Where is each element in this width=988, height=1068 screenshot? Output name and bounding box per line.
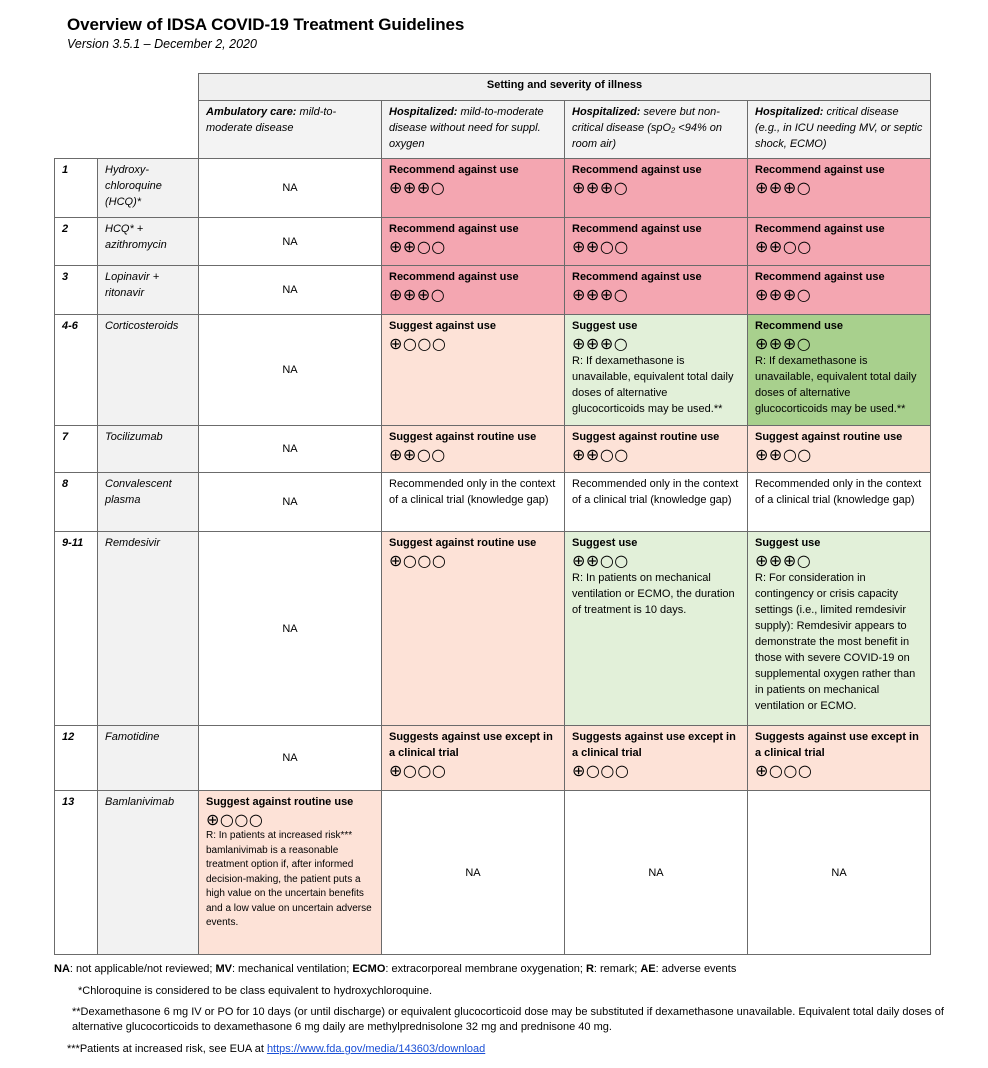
row-number: 8 <box>55 473 98 532</box>
table-row <box>55 266 931 315</box>
certainty-rating: ⊕⊕○○ <box>572 551 629 570</box>
drug-name: Remdesivir <box>98 532 199 726</box>
remark-text: R: If dexamethasone is unavailable, equivalent total daily doses of alternative glucocorticoids may be used.** <box>755 355 917 415</box>
certainty-rating: ⊕⊕○○ <box>389 237 446 256</box>
drug-name: Hydroxy-chloroquine (HCQ)* <box>98 159 199 218</box>
row-number: 2 <box>55 218 98 266</box>
drug-name: Convalescent plasma <box>98 473 199 532</box>
recommendation-cell: Recommend against use ⊕⊕○○ <box>382 218 565 266</box>
footnote-chloroquine: *Chloroquine is considered to be class equivalent to hydroxychloroquine. <box>78 985 433 997</box>
certainty-rating: ⊕⊕⊕○ <box>572 178 629 197</box>
table-row <box>55 532 931 726</box>
column-header-hosp-severe: Hospitalized: severe but non-critical disease (spO₂ <94% on room air) <box>565 101 748 159</box>
recommendation-cell: Suggest use ⊕⊕○○ R: In patients on mechanical ventilation or ECMO, the duration of treatment is 10 days. <box>565 532 748 726</box>
recommendation-cell: Suggest against routine use ⊕⊕○○ <box>748 426 931 473</box>
recommendation-cell: Recommend against use ⊕⊕⊕○ <box>382 266 565 315</box>
drug-name: Bamlanivimab <box>98 791 199 955</box>
table-row <box>55 159 931 218</box>
drug-name: Corticosteroids <box>98 315 199 426</box>
na-cell: NA <box>565 791 748 955</box>
table-row <box>55 218 931 266</box>
recommendation-cell: Suggest against use ⊕○○○ <box>382 315 565 426</box>
row-number: 4-6 <box>55 315 98 426</box>
certainty-rating: ⊕⊕○○ <box>755 237 812 256</box>
column-header-hosp-mild: Hospitalized: mild-to-moderate disease without need for suppl. oxygen <box>382 101 565 159</box>
recommendation-cell: Recommend use ⊕⊕⊕○ R: If dexamethasone is unavailable, equivalent total daily doses of alternative glucocorticoids may be used.** <box>748 315 931 426</box>
na-cell: NA <box>199 532 382 726</box>
recommendation-cell: Recommended only in the context of a clinical trial (knowledge gap) <box>748 473 931 532</box>
recommendation-cell: Suggest against routine use ⊕⊕○○ <box>565 426 748 473</box>
row-number: 12 <box>55 726 98 791</box>
certainty-rating: ⊕⊕○○ <box>572 445 629 464</box>
recommendation-cell: Suggest use ⊕⊕⊕○ R: For consideration in contingency or crisis capacity settings (i.e., limited remdesivir supply): Remdesivir appears to demonstrate the most benefit in those with severe COVID-19 on supplemental oxygen rather than in patients on mechanical ventilation or ECMO. <box>748 532 931 726</box>
recommendation-cell: Recommend against use ⊕⊕○○ <box>748 218 931 266</box>
table-row <box>55 426 931 473</box>
recommendation-cell: Suggests against use except in a clinical trial ⊕○○○ <box>382 726 565 791</box>
guidelines-table <box>54 73 931 955</box>
na-cell: NA <box>199 426 382 473</box>
na-cell: NA <box>382 791 565 955</box>
table-row <box>55 315 931 426</box>
certainty-rating: ⊕⊕⊕○ <box>755 334 812 353</box>
row-number: 9-11 <box>55 532 98 726</box>
na-cell: NA <box>199 473 382 532</box>
eua-link[interactable]: https://www.fda.gov/media/143603/download <box>266 1043 486 1055</box>
recommendation-cell: Recommend against use ⊕⊕⊕○ <box>565 266 748 315</box>
abbreviations-footnote: NA: not applicable/not reviewed; MV: mechanical ventilation; ECMO: extracorporeal membrane oxygenation; R: remark; AE: adverse events <box>54 963 737 975</box>
certainty-rating: ⊕○○○ <box>755 761 813 780</box>
recommendation-cell: Recommend against use ⊕⊕⊕○ <box>565 159 748 218</box>
certainty-rating: ⊕○○○ <box>572 761 630 780</box>
column-header-hosp-critical: Hospitalized: critical disease (e.g., in ICU needing MV, or septic shock, ECMO) <box>748 101 931 159</box>
certainty-rating: ⊕⊕○○ <box>572 237 629 256</box>
recommendation-cell: Recommended only in the context of a clinical trial (knowledge gap) <box>565 473 748 532</box>
drug-name: HCQ* + azithromycin <box>98 218 199 266</box>
drug-name: Lopinavir + ritonavir <box>98 266 199 315</box>
certainty-rating: ⊕⊕⊕○ <box>572 285 629 304</box>
row-number: 1 <box>55 159 98 218</box>
certainty-rating: ⊕⊕⊕○ <box>389 178 446 197</box>
certainty-rating: ⊕○○○ <box>389 761 447 780</box>
recommendation-cell: Recommend against use ⊕⊕○○ <box>565 218 748 266</box>
na-cell: NA <box>199 726 382 791</box>
na-cell: NA <box>199 159 382 218</box>
na-cell: NA <box>199 218 382 266</box>
footnote-eua: ***Patients at increased risk, see EUA at https://www.fda.gov/media/143603/download <box>67 1043 486 1055</box>
certainty-rating: ⊕⊕○○ <box>755 445 812 464</box>
certainty-rating: ⊕○○○ <box>206 810 264 829</box>
row-number: 13 <box>55 791 98 955</box>
na-cell: NA <box>748 791 931 955</box>
certainty-rating: ⊕⊕⊕○ <box>755 551 812 570</box>
certainty-rating: ⊕⊕⊕○ <box>389 285 446 304</box>
recommendation-cell: Suggests against use except in a clinical trial ⊕○○○ <box>748 726 931 791</box>
certainty-rating: ⊕⊕⊕○ <box>755 285 812 304</box>
setting-header: Setting and severity of illness <box>199 74 931 101</box>
remark-text: R: In patients on mechanical ventilation or ECMO, the duration of treatment is 10 days. <box>572 572 735 616</box>
drug-name: Tocilizumab <box>98 426 199 473</box>
certainty-rating: ⊕○○○ <box>389 334 447 353</box>
na-cell: NA <box>199 315 382 426</box>
recommendation-cell: Suggest against routine use ⊕⊕○○ <box>382 426 565 473</box>
row-number: 3 <box>55 266 98 315</box>
na-cell: NA <box>199 266 382 315</box>
recommendation-cell: Suggest use ⊕⊕⊕○ R: If dexamethasone is unavailable, equivalent total daily doses of alternative glucocorticoids may be used.** <box>565 315 748 426</box>
recommendation-cell: Recommend against use ⊕⊕⊕○ <box>748 159 931 218</box>
recommendation-cell: Recommend against use ⊕⊕⊕○ <box>748 266 931 315</box>
footnote-dexamethasone: **Dexamethasone 6 mg IV or PO for 10 days (or until discharge) or equivalent glucocorticoid dose may be substituted if dexamethasone unavailable. Equivalent total daily doses of alternative glucocorticoids to dexamethasone 6 mg daily are methylprednisolone 32 mg and prednisone 40 mg. <box>72 1006 944 1033</box>
table-row <box>55 726 931 791</box>
certainty-rating: ⊕⊕⊕○ <box>572 334 629 353</box>
recommendation-cell: Suggest against routine use ⊕○○○ R: In patients at increased risk*** bamlanivimab is a reasonable treatment option if, after informed decision-making, the patient puts a high value on the uncertain benefits and a low value on uncertain adverse events. <box>199 791 382 955</box>
recommendation-cell: Suggests against use except in a clinical trial ⊕○○○ <box>565 726 748 791</box>
certainty-rating: ⊕○○○ <box>389 551 447 570</box>
recommendation-cell: Suggest against routine use ⊕○○○ <box>382 532 565 726</box>
remark-text: R: If dexamethasone is unavailable, equivalent total daily doses of alternative glucocorticoids may be used.** <box>572 355 734 415</box>
remark-text: R: In patients at increased risk*** bamlanivimab is a reasonable treatment option if, after informed decision-making, the patient puts a high value on the uncertain benefits and a low value on uncertain adverse events. <box>206 830 372 928</box>
certainty-rating: ⊕⊕○○ <box>389 445 446 464</box>
recommendation-cell: Recommend against use ⊕⊕⊕○ <box>382 159 565 218</box>
table-row <box>55 791 931 955</box>
remark-text: R: For consideration in contingency or crisis capacity settings (i.e., limited remdesivir supply): Remdesivir appears to demonstrate the most benefit in those with severe COVID-19 on supplemental oxygen rather than in patients on mechanical ventilation or ECMO. <box>755 572 916 712</box>
column-header-ambulatory: Ambulatory care: mild-to-moderate disease <box>199 101 382 159</box>
drug-name: Famotidine <box>98 726 199 791</box>
version-subtitle: Version 3.5.1 – December 2, 2020 <box>67 37 257 51</box>
table-row <box>55 473 931 532</box>
recommendation-cell: Recommended only in the context of a clinical trial (knowledge gap) <box>382 473 565 532</box>
certainty-rating: ⊕⊕⊕○ <box>755 178 812 197</box>
row-number: 7 <box>55 426 98 473</box>
page-title: Overview of IDSA COVID-19 Treatment Guidelines <box>67 15 465 34</box>
